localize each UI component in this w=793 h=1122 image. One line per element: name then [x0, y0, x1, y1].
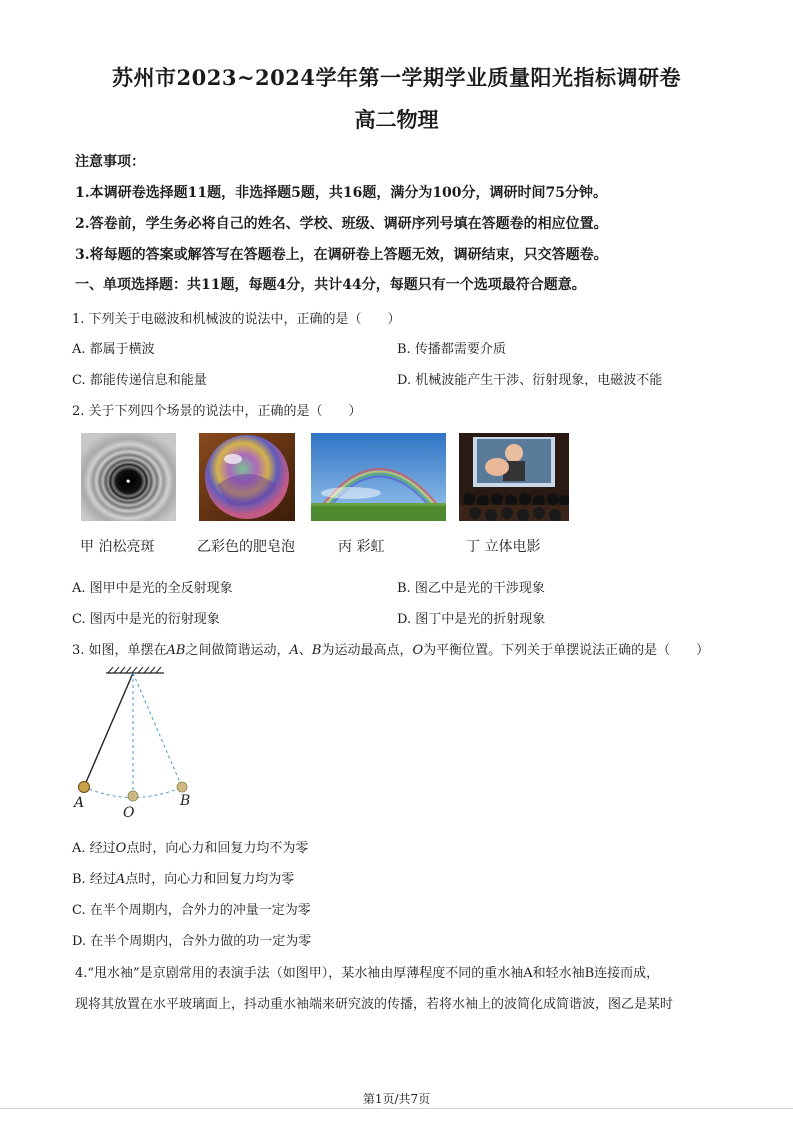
label-a: A — [74, 795, 85, 811]
q1-option-b: B. 传播都需要介质 — [397, 342, 506, 357]
q3-option-c: C. 在半个周期内，合外力的冲量一定为零 — [72, 903, 311, 918]
q1-option-c: C. 都能传递信息和能量 — [72, 373, 207, 388]
bob-a — [79, 782, 90, 793]
caption-ding: 丁 立体电影 — [466, 539, 541, 555]
pendulum-string — [84, 673, 133, 787]
poisson-spot-image — [81, 433, 176, 521]
q2-stem: 2. 关于下列四个场景的说法中，正确的是（ ） — [72, 404, 362, 419]
note-item-2: 2.答卷前，学生务必将自己的姓名、学校、班级、调研序列号填在答题卷的相应位置。 — [75, 216, 608, 232]
dashed-string-b — [133, 673, 182, 787]
section-heading: 一、单项选择题：共11题，每题4分，共计44分，每题只有一个选项最符合题意。 — [75, 277, 586, 293]
q2-option-a: A. 图甲中是光的全反射现象 — [72, 581, 233, 596]
pendulum-diagram — [70, 663, 200, 823]
q2-option-c: C. 图丙中是光的衍射现象 — [72, 612, 220, 627]
3d-movie-image — [459, 433, 569, 521]
page-number: 第1页/共7页 — [362, 1092, 431, 1106]
q2-option-d: D. 图丁中是光的折射现象 — [397, 612, 546, 627]
bob-o — [128, 791, 138, 801]
q3-stem: 3. 如图，单摆在AB之间做简谐运动，A、B为运动最高点，O为平衡位置。下列关于单摆说法正确的是（ ） — [72, 643, 710, 658]
page-title: 苏州市2023~2024学年第一学期学业质量阳光指标调研卷 — [112, 65, 681, 90]
q2-option-b: B. 图乙中是光的干涉现象 — [397, 581, 545, 596]
q4-line-1: 4.“甩水袖”是京剧常用的表演手法（如图甲），某水袖由厚薄程度不同的重水袖A和轻水袖B连接而成， — [75, 966, 660, 981]
q3-option-d: D. 在半个周期内，合外力做的功一定为零 — [72, 934, 312, 949]
bottom-divider — [0, 1108, 793, 1109]
q1-option-a: A. 都属于横波 — [72, 342, 155, 357]
rainbow-image — [311, 433, 446, 521]
q3-option-b: B. 经过A点时，向心力和回复力均为零 — [72, 872, 295, 887]
note-item-1: 1.本调研卷选择题11题，非选择题5题，共16题，满分为100分，调研时间75分钟。 — [75, 185, 608, 201]
page-subtitle: 高二物理 — [354, 107, 439, 132]
q1-option-d: D. 机械波能产生干涉、衍射现象，电磁波不能 — [397, 373, 663, 388]
caption-yi: 乙彩色的肥皂泡 — [197, 539, 295, 555]
q1-stem: 1. 下列关于电磁波和机械波的说法中，正确的是（ ） — [72, 312, 401, 327]
label-o: O — [123, 805, 135, 821]
soap-bubble-image — [199, 433, 295, 521]
ceiling-hatch — [108, 667, 161, 673]
caption-jia: 甲 泊松亮斑 — [80, 539, 155, 555]
q4-line-2: 现将其放置在水平玻璃面上，抖动重水袖端来研究波的传播，若将水袖上的波简化成简谐波，图乙是某时 — [75, 997, 674, 1012]
notes-heading: 注意事项： — [75, 154, 145, 170]
label-b: B — [180, 793, 191, 809]
note-item-3: 3.将每题的答案或解答写在答题卷上，在调研卷上答题无效，调研结束，只交答题卷。 — [75, 247, 608, 263]
caption-bing: 丙 彩虹 — [338, 539, 385, 555]
q3-option-a: A. 经过O点时，向心力和回复力均不为零 — [72, 841, 309, 856]
bob-b — [177, 782, 187, 792]
